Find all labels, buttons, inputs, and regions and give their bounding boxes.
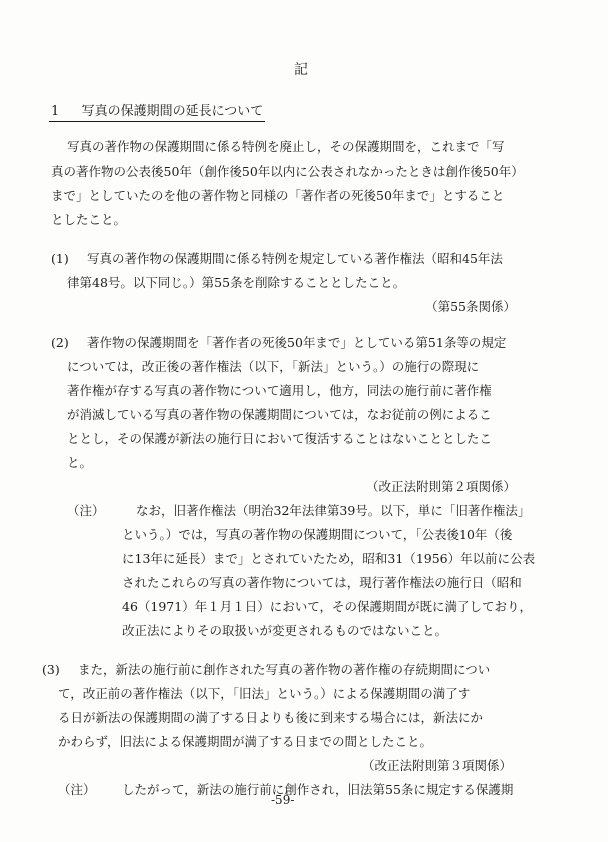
item-line: 律第48号。以下同じ。）第55条を削除することとしたこと。	[67, 275, 406, 290]
item-number: (3)	[42, 662, 60, 677]
note-label: （注）	[67, 503, 105, 518]
item-line: 著作権が存する写真の著作物について適用し，他方，同法の施行前に著作権	[67, 383, 492, 398]
item-line: と。	[67, 455, 93, 470]
note-line: 46（1971）年１月１日）において，その保護期間が既に満了しており，	[122, 599, 532, 614]
item-line: また，新法の施行前に創作された写真の著作物の著作権の存続期間につい	[78, 662, 491, 677]
article-reference: （改正法附則第３項関係）	[361, 758, 512, 773]
item-number: (1)	[51, 251, 69, 266]
note-line: なお，旧著作権法（明治32年法律第39号。以下，単に「旧著作権法」	[136, 503, 531, 518]
note-line: 改正法によりその取扱いが変更されるものではないこと。	[122, 623, 448, 638]
note-label: （注）	[58, 782, 96, 797]
item-line: ととし，その保護が新法の施行日において復活することはないこととしたこ	[67, 431, 493, 446]
item-line: かわらず，旧法による保護期間が満了する日までの間としたこと。	[58, 734, 433, 749]
intro-line: 写真の著作物の保護期間に係る特例を廃止し，その保護期間を，これまで「写	[67, 139, 505, 154]
note-line: されたこれらの写真の著作物については，現行著作権法の施行日（昭和	[122, 575, 522, 590]
article-reference: （第55条関係）	[425, 299, 516, 314]
page-number: -59-	[271, 793, 295, 807]
item-line: る日が新法の保護期間の満了する日よりも後に到来する場合には，新法にか	[58, 710, 484, 725]
note-line: に13年に延長）まで」とされていたため，昭和31（1956）年以前に公表	[122, 551, 536, 566]
intro-line: としたこと。	[51, 212, 127, 227]
item-line: については，改正後の著作権法（以下，「新法」という。）の施行の際現に	[67, 359, 480, 374]
note-line: したがって，新法の施行前に創作され，旧法第55条に規定する保護期	[122, 782, 514, 797]
document-title: 記	[294, 62, 308, 78]
section-heading-text: 写真の保護期間の延長について	[81, 104, 264, 119]
item-line: が消滅している写真の著作物の保護期間については，なお従前の例によるこ	[67, 407, 492, 422]
article-reference: （改正法附則第２項関係）	[365, 479, 516, 494]
note-line: という。）では，写真の著作物の保護期間について，「公表後10年（後	[122, 527, 513, 542]
intro-line: 真の著作物の公表後50年（創作後50年以内に公表されなかったときは創作後50年）	[51, 164, 524, 179]
item-line: て，改正前の著作権法（以下，「旧法」という。）による保護期間の満了す	[58, 686, 471, 701]
section-number: 1	[51, 104, 60, 119]
item-number: (2)	[51, 335, 69, 350]
section-heading	[51, 105, 263, 118]
heading-underline	[49, 121, 265, 122]
intro-line: まで」としていたのを他の著作物と同様の「著作者の死後50年まで」とすること	[51, 188, 505, 203]
item-line: 著作物の保護期間を「著作者の死後50年まで」としている第51条等の規定	[87, 335, 507, 350]
item-line: 写真の著作物の保護期間に係る特例を規定している著作権法（昭和45年法	[87, 251, 503, 266]
